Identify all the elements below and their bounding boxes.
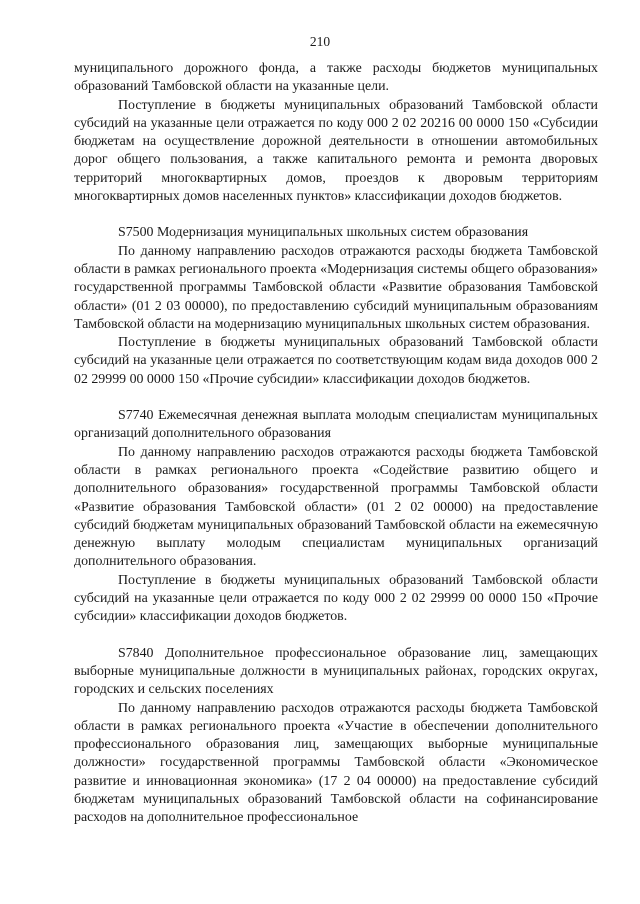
paragraph-s7740-revenue: Поступление в бюджеты муниципальных образований Тамбовской области субсидий на указанные цели отражается по коду 000 2 02 29999 00 0000 150 «Прочие субсидии» классификации доходов бюджетов. (74, 572, 598, 625)
paragraph-s7500-expenses: По данному направлению расходов отражаются расходы бюджета Тамбовской области в рамках регионального проекта «Модернизация системы общего образования» государственной программы Тамбовской области «Развитие образования Тамбовской области» (01 2 03 00000), по предоставлению субсидий муниципальным образованиям Тамбовской области на модернизацию муниципальных школьных систем образования. (74, 243, 598, 332)
section-heading-s7500: S7500 Модернизация муниципальных школьных систем образования (118, 225, 529, 241)
section-gap (74, 627, 598, 645)
paragraph-continuation: муниципального дорожного фонда, а также расходы бюджетов муниципальных образований Тамбовской области на указанные цели. (74, 61, 598, 95)
section-heading-s7740: S7740 Ежемесячная денежная выплата молодым специалистам муниципальных организаций дополнительного образования (74, 408, 598, 442)
paragraph-s7500-revenue: Поступление в бюджеты муниципальных образований Тамбовской области субсидий на указанные цели отражается по соответствующим кодам вида доходов 000 2 02 29999 00 0000 150 «Прочие субсидии» классификации доходов бюджетов. (74, 335, 598, 387)
paragraph-s7740-expenses: По данному направлению расходов отражаются расходы бюджета Тамбовской области в рамках регионального проекта «Содействие развитию общего и дополнительного образования» государственной программы Тамбовской области «Развитие образования Тамбовской области» (01 2 02 00000) на предоставление субсидий бюджетам муниципальных образований Тамбовской области на ежемесячную денежную выплату молодым специалистам муниципальных организаций дополнительного образования. (74, 444, 598, 570)
page-number: 210 (309, 34, 331, 49)
paragraph-road-fund-revenue: Поступление в бюджеты муниципальных образований Тамбовской области субсидий на указанные цели отражается по коду 000 2 02 20216 00 0000 150 «Субсидии бюджетам на осуществление дорожной деятельности в отношении автомобильных дорог общего пользования, а также капитального ремонта и ремонта дворовых территорий многоквартирных домов, проездов к дворовым территориям многоквартирных домов населенных пунктов» классификации доходов бюджетов. (74, 97, 598, 205)
page-body (74, 60, 598, 828)
paragraph-s7840-expenses: По данному направлению расходов отражаются расходы бюджета Тамбовской области в рамках регионального проекта «Участие в обеспечении дополнительного профессионального образования лиц, замещающих выборные муниципальные должности» государственной программы Тамбовской области «Экономическое развитие и инновационная экономика» (17 2 04 00000) на предоставление субсидий бюджетам муниципальных образований Тамбовской области на софинансирование расходов на дополнительное профессиональное (74, 700, 598, 826)
section-gap (74, 389, 598, 407)
section-gap (74, 206, 598, 224)
section-heading-s7840: S7840 Дополнительное профессиональное образование лиц, замещающих выборные муниципальные должности в муниципальных районах, городских округах, городских и сельских поселениях (74, 645, 598, 698)
